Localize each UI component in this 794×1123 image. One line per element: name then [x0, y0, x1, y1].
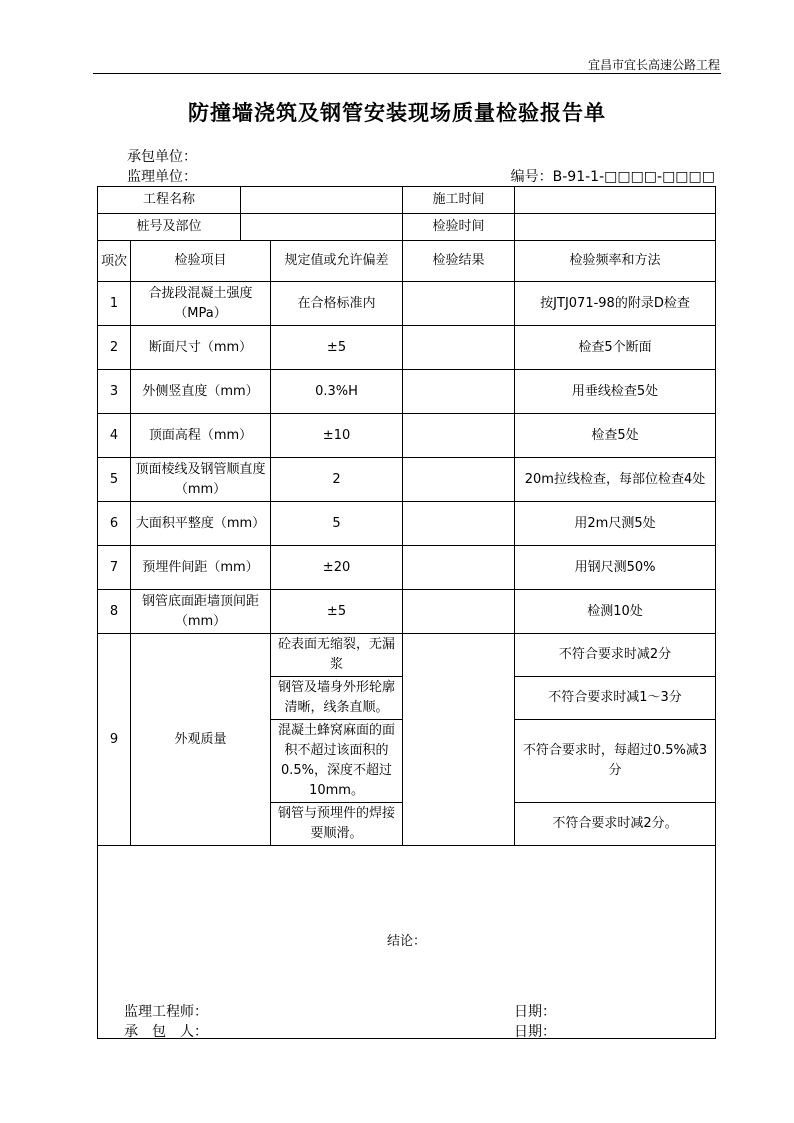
row-method: 检查5个断面: [515, 326, 716, 370]
engineer-label: 监理工程师：: [124, 1004, 208, 1020]
appearance-result: [403, 634, 515, 846]
station-value: [241, 214, 403, 241]
row-item: 钢管底面距墙顶间距（mm）: [131, 590, 271, 634]
appearance-no: 9: [98, 634, 131, 846]
supervisor-label: 监理单位：: [127, 169, 197, 185]
row-spec: 5: [271, 502, 403, 546]
appearance-spec: 砼表面无缩裂，无漏浆: [271, 634, 403, 677]
table-row: [98, 370, 716, 414]
row-method: 用2m尺测5处: [515, 502, 716, 546]
row-spec: 2: [271, 458, 403, 502]
appearance-method: 不符合要求时减1～3分: [515, 677, 716, 720]
row-result: [403, 326, 515, 370]
table-row: [98, 282, 716, 326]
appearance-spec: 混凝土蜂窝麻面的面积不超过该面积的0.5%，深度不超过10mm。: [271, 720, 403, 803]
row-result: [403, 590, 515, 634]
row-spec: ±5: [271, 590, 403, 634]
info-row-1: [98, 187, 716, 214]
table-row: [98, 546, 716, 590]
col-header-item: 检验项目: [131, 241, 271, 282]
conclusion-label: 结论：: [98, 846, 716, 1039]
table-row: [98, 502, 716, 546]
appearance-method: 不符合要求时减2分。: [515, 803, 716, 846]
inspection-time-label: 检验时间: [403, 214, 515, 241]
table-row: [98, 590, 716, 634]
inspection-table: [97, 186, 716, 1039]
row-result: [403, 502, 515, 546]
row-spec: 0.3%H: [271, 370, 403, 414]
row-result: [403, 458, 515, 502]
row-spec: 在合格标准内: [271, 282, 403, 326]
row-spec: ±10: [271, 414, 403, 458]
row-spec: ±5: [271, 326, 403, 370]
engineer-date-label: 日期：: [514, 1004, 556, 1020]
appearance-row-1: [98, 634, 716, 677]
document-title: 防撞墙浇筑及钢管安装现场质量检验报告单: [188, 100, 606, 125]
row-item: 大面积平整度（mm）: [131, 502, 271, 546]
col-header-spec: 规定值或允许偏差: [271, 241, 403, 282]
row-no: 2: [98, 326, 131, 370]
appearance-method: 不符合要求时减2分: [515, 634, 716, 677]
row-method: 20m拉线检查，每部位检查4处: [515, 458, 716, 502]
appearance-item: 外观质量: [131, 634, 271, 846]
station-label: 桩号及部位: [98, 214, 241, 241]
project-name-value: [241, 187, 403, 214]
contractor-date-label: 日期：: [514, 1024, 556, 1040]
row-no: 7: [98, 546, 131, 590]
row-item: 合拢段混凝土强度（MPa）: [131, 282, 271, 326]
row-method: 检查5处: [515, 414, 716, 458]
table-row: [98, 414, 716, 458]
appearance-spec: 钢管及墙身外形轮廓清晰，线条直顺。: [271, 677, 403, 720]
contractor-sign-label: 承 包 人：: [124, 1024, 208, 1040]
row-no: 8: [98, 590, 131, 634]
row-item: 顶面高程（mm）: [131, 414, 271, 458]
document-number: 编号：B-91-1-□□□□-□□□□: [510, 169, 715, 185]
appearance-method: 不符合要求时，每超过0.5%减3分: [515, 720, 716, 803]
row-no: 5: [98, 458, 131, 502]
table-row: [98, 458, 716, 502]
header-project: 宜昌市宜长高速公路工程: [587, 58, 720, 72]
row-method: 用钢尺测50%: [515, 546, 716, 590]
row-item: 顶面棱线及钢管顺直度（mm）: [131, 458, 271, 502]
construction-time-label: 施工时间: [403, 187, 515, 214]
col-header-method: 检验频率和方法: [515, 241, 716, 282]
row-no: 3: [98, 370, 131, 414]
row-method: 按JTJ071-98的附录D检查: [515, 282, 716, 326]
row-spec: ±20: [271, 546, 403, 590]
col-header-no: 项次: [98, 241, 131, 282]
row-item: 外侧竖直度（mm）: [131, 370, 271, 414]
row-item: 预埋件间距（mm）: [131, 546, 271, 590]
row-result: [403, 370, 515, 414]
col-header-result: 检验结果: [403, 241, 515, 282]
contractor-label: 承包单位：: [127, 149, 197, 165]
column-header-row: [98, 241, 716, 282]
info-row-2: [98, 214, 716, 241]
table-row: [98, 326, 716, 370]
construction-time-value: [515, 187, 716, 214]
row-result: [403, 414, 515, 458]
appearance-spec: 钢管与预埋件的焊接要顺滑。: [271, 803, 403, 846]
inspection-time-value: [515, 214, 716, 241]
row-result: [403, 282, 515, 326]
row-item: 断面尺寸（mm）: [131, 326, 271, 370]
row-no: 1: [98, 282, 131, 326]
row-result: [403, 546, 515, 590]
row-method: 检测10处: [515, 590, 716, 634]
project-name-label: 工程名称: [98, 187, 241, 214]
row-method: 用垂线检查5处: [515, 370, 716, 414]
row-no: 6: [98, 502, 131, 546]
header-rule: [93, 73, 721, 74]
row-no: 4: [98, 414, 131, 458]
